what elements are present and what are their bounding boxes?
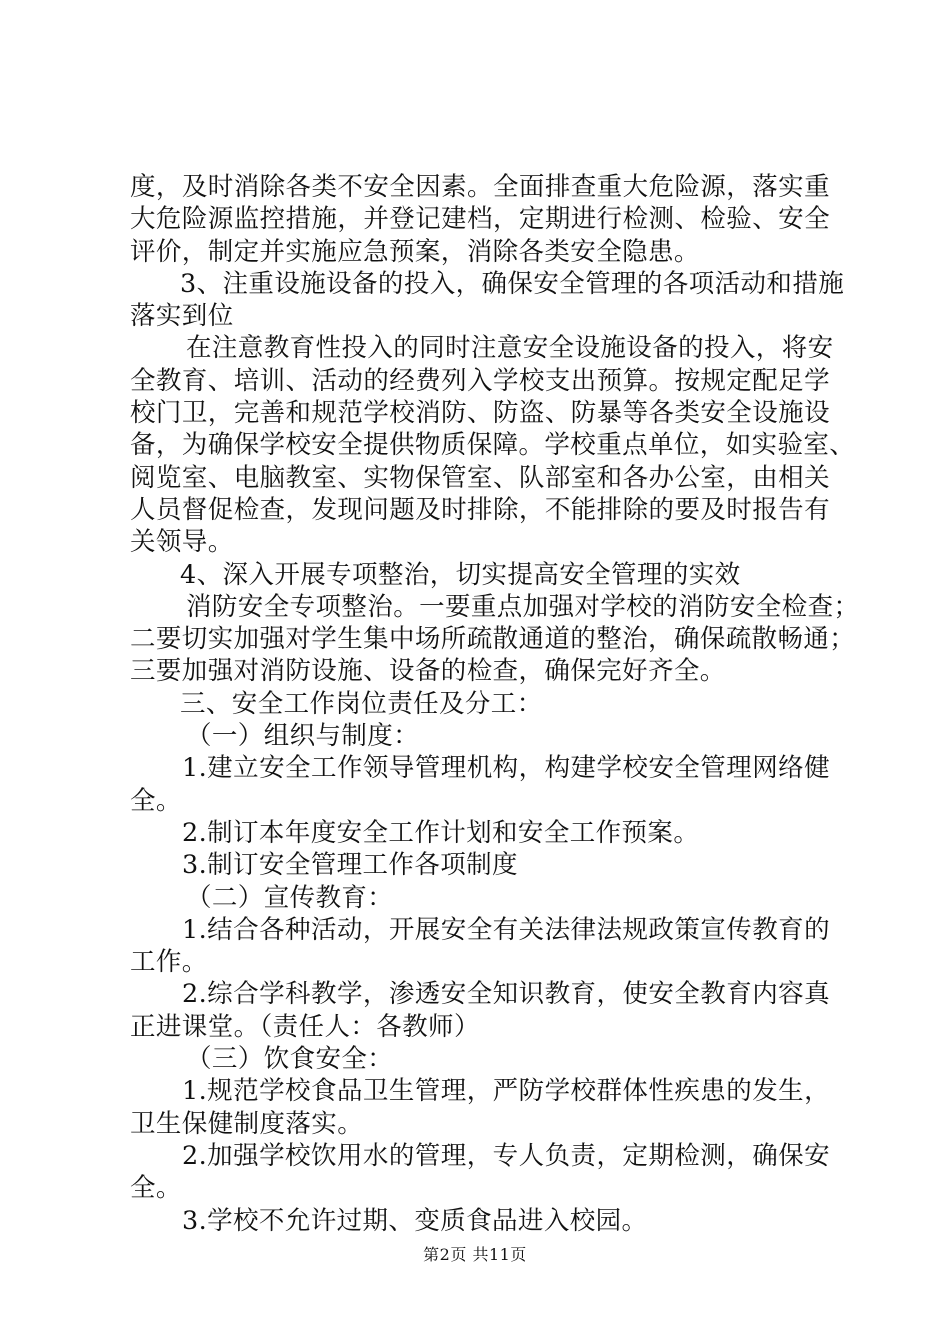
subsection-heading: （二）宣传教育： — [186, 882, 394, 913]
text-line: 备，为确保学校安全提供物质保障。学校重点单位，如实验室、 — [130, 430, 856, 461]
text-line: 人员督促检查，发现问题及时排除，不能排除的要及时报告有 — [130, 494, 830, 525]
text-line: 大危险源监控措施，并登记建档，定期进行检测、检验、安全 — [130, 204, 830, 235]
body-text — [130, 171, 860, 1237]
text-line: 评价，制定并实施应急预案，消除各类安全隐患。 — [130, 236, 700, 267]
text-line: 全。 — [130, 1173, 182, 1204]
list-item: 2.加强学校饮用水的管理，专人负责，定期检测，确保安 — [182, 1140, 830, 1171]
text-line: 三要加强对消防设施、设备的检查，确保完好齐全。 — [130, 656, 726, 687]
text-line: 关领导。 — [130, 527, 234, 558]
text-line: 二要切实加强对学生集中场所疏散通道的整治，确保疏散畅通； — [130, 624, 856, 655]
text-line: 阅览室、电脑教室、实物保管室、队部室和各办公室，由相关 — [130, 462, 830, 493]
text-line: 工作。 — [130, 947, 208, 978]
text-line: 卫生保健制度落实。 — [130, 1108, 364, 1139]
section-heading: 4、深入开展专项整治，切实提高安全管理的实效 — [180, 559, 741, 590]
section-heading: 3、注重设施设备的投入，确保安全管理的各项活动和措施 — [180, 268, 845, 299]
text-line: 正进课堂。（责任人：各教师） — [130, 1011, 480, 1042]
text-line: 落实到位 — [130, 301, 234, 332]
text-line: 度，及时消除各类不安全因素。全面排查重大危险源，落实重 — [130, 172, 830, 202]
list-item: 3.制订安全管理工作各项制度 — [182, 850, 518, 881]
text-line: 全。 — [130, 785, 182, 816]
page-footer: 第2页 共11页 — [423, 1245, 527, 1264]
list-item: 3.学校不允许过期、变质食品进入校园。 — [182, 1205, 648, 1236]
list-item: 2.制订本年度安全工作计划和安全工作预案。 — [182, 817, 700, 848]
text-line: 在注意教育性投入的同时注意安全设施设备的投入，将安 — [186, 333, 834, 364]
list-item: 1.建立安全工作领导管理机构，构建学校安全管理网络健 — [182, 753, 830, 784]
text-line: 消防安全专项整治。一要重点加强对学校的消防安全检查； — [186, 591, 860, 622]
list-item: 2.综合学科教学，渗透安全知识教育，使安全教育内容真 — [182, 979, 830, 1010]
section-heading: 三、安全工作岗位责任及分工： — [180, 688, 543, 719]
subsection-heading: （一）组织与制度： — [186, 721, 420, 752]
text-line: 校门卫，完善和规范学校消防、防盗、防暴等各类安全设施设 — [130, 398, 830, 429]
text-line: 全教育、培训、活动的经费列入学校支出预算。按规定配足学 — [130, 365, 830, 396]
list-item: 1.结合各种活动，开展安全有关法律法规政策宣传教育的 — [182, 914, 830, 945]
list-item: 1.规范学校食品卫生管理，严防学校群体性疾患的发生， — [182, 1076, 830, 1107]
subsection-heading: （三）饮食安全： — [186, 1044, 394, 1075]
